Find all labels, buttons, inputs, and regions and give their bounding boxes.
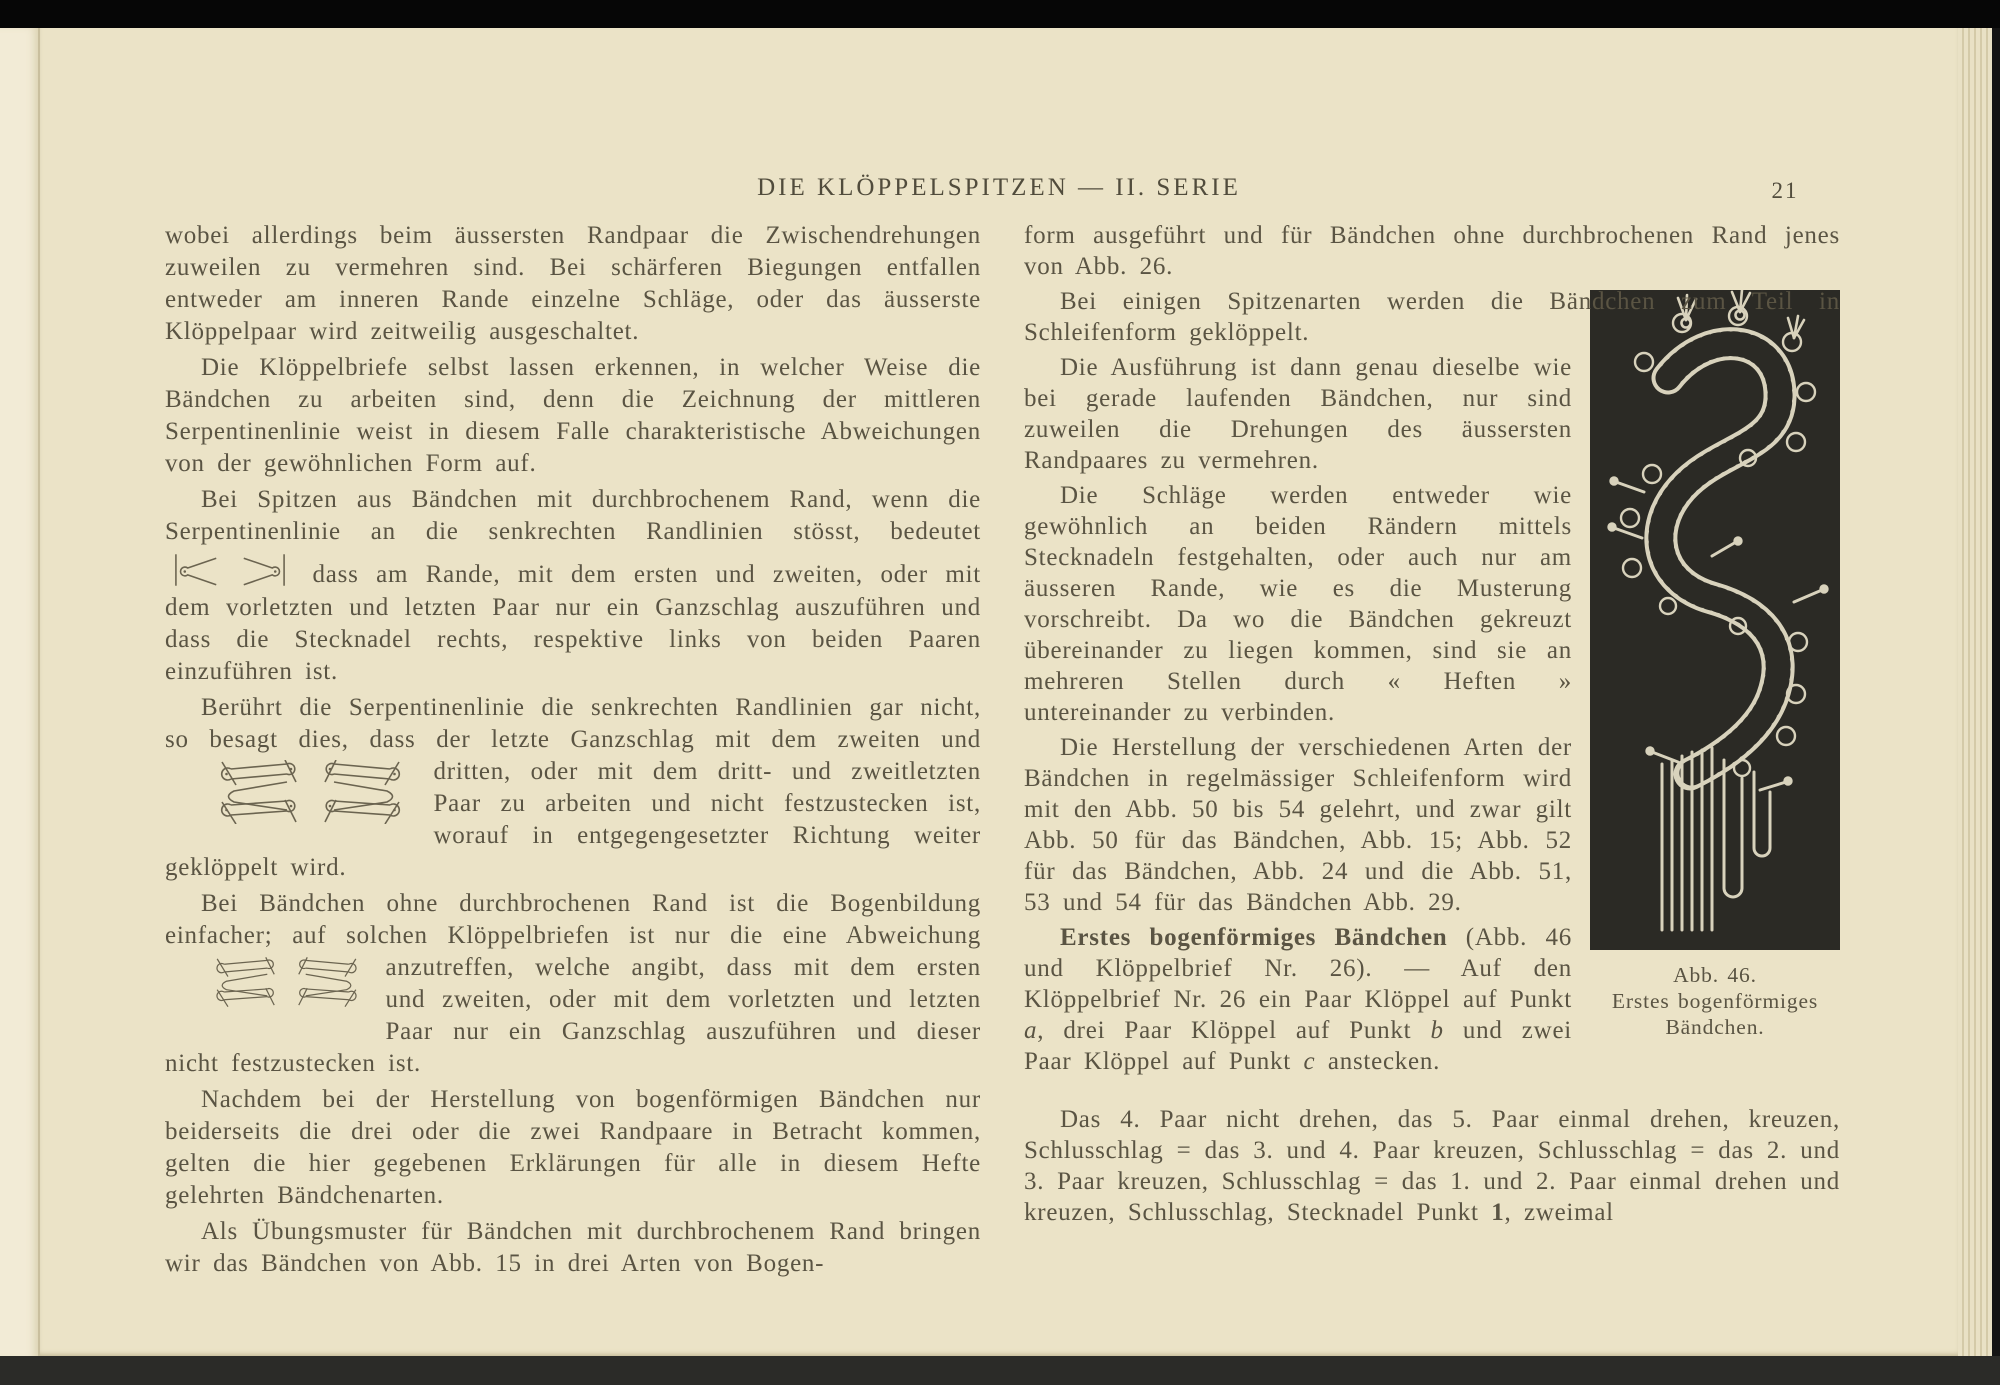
paragraph-text: Bei Bändchen ohne durchbrochenen Rand ist die Bogenbildung einfacher; auf solchen Klöppelbriefen ist nur die eine Abweichung [165, 890, 981, 949]
paragraph-text: form ausgeführt und für Bändchen ohne durchbrochenen Rand jenes von Abb. 26. [1024, 222, 1840, 280]
paragraph-text: Das 4. Paar nicht drehen, das 5. Paar einmal drehen, kreuzen, Schlusschlag = das 3. und 4. Paar kreuzen, Schlusschlag = das 2. und 3. Paar kreuzen, Schlusschlag = das 1. und 2. Paar einmal drehen und kreuzen, Schlusschlag, Stecknadel Punkt [1024, 1106, 1840, 1226]
figure-abb-46 [1590, 290, 1840, 1040]
running-header: DIE KLÖPPELSPITZEN — II. SERIE [757, 174, 1241, 201]
bobbin-crossing-diagram-large-icon [165, 760, 420, 833]
bobbin-lace-serpentine-photo [1590, 290, 1840, 950]
bobbin-crossing-diagram-small-icon [165, 956, 372, 1017]
scan-border-right [1992, 28, 2000, 1356]
paragraph-text: Die Herstellung der verschiedenen Arten der Bändchen in regelmässiger Schleifenform wird mit den Abb. 50 bis 54 gelehrt, und zwar gilt Abb. 50 für das Bändchen, Abb. 15; Abb. 52 für das Bändchen, Abb. 24 und die Abb. 51, 53 und 54 für das Bändchen Abb. 29. [1024, 734, 1572, 916]
paragraph-text: 1 [1491, 1199, 1505, 1226]
text-column-left [165, 220, 981, 1284]
page-edge-stack-left [0, 28, 40, 1358]
bobbin-edge-ganzschlag-symbol-icon [171, 548, 289, 592]
scan-border-top [0, 0, 2000, 28]
paragraph-text: und dritten, oder mit dem dritt- und zweitletzten Paar zu arbeiten und nicht festzustecken ist, worauf in entgegengesetzter Richtung weiter geklöppelt wird. [165, 726, 982, 881]
paragraph-text: Bei einigen Spitzenarten werden die Bändchen zum Teil in Schleifenform geklöppelt. [1024, 288, 1840, 346]
paragraph-text: b [1430, 1017, 1444, 1044]
paragraph [165, 692, 981, 884]
paragraph-text: c [1303, 1048, 1316, 1075]
paragraph-text: wobei allerdings beim äussersten Randpaar die Zwischendrehungen zuweilen zu vermehren sind. Bei schärferen Biegungen entfallen entweder am inneren Rande einzelne Schläge, oder das äusserste Klöppelpaar wird zeitweilig ausgeschaltet. [165, 222, 981, 345]
paragraph-text: Nachdem bei der Herstellung von bogenförmigen Bändchen nur beiderseits die drei oder die zwei Randpaare in Betracht kommen, gelten die hier gegebenen Erklärungen für alle in diesem Hefte gelehrten Bändchenarten. [165, 1086, 981, 1209]
paragraph [165, 352, 981, 480]
paragraph-text: anstecken. [1315, 1048, 1441, 1075]
paragraph [1024, 1104, 1840, 1228]
scan-border-bottom [0, 1356, 2000, 1385]
page-edge-stack-right [1958, 28, 1992, 1356]
book-page [40, 28, 1958, 1356]
paragraph [1024, 220, 1840, 282]
text-column-right [1024, 220, 1840, 1232]
paragraph-text: Die Klöppelbriefe selbst lassen erkennen, in welcher Weise die Bändchen zu arbeiten sind, denn die Zeichnung der mittleren Serpentinenlinie weist in diesem Falle charakteristische Abweichungen von der gewöhnlichen Form auf. [165, 354, 981, 477]
paragraph-text: Die Ausführung ist dann genau dieselbe wie bei gerade laufenden Bändchen, nur sind zuweilen die Drehungen des äussersten Randpaares zu vermehren. [1024, 354, 1572, 474]
paragraph-text: (Abb. 46 und Klöppelbrief Nr. 26). — Auf den Klöppelbrief Nr. 26 ein Paar Klöppel auf Punkt [1024, 924, 1572, 1013]
paragraph-text: Erstes bogenförmiges Bändchen [1060, 924, 1448, 951]
paragraph [165, 484, 981, 688]
paragraph-text: Als Übungsmuster für Bändchen mit durchbrochenem Rand bringen wir das Bändchen von Abb. 15 in drei Arten von Bogen- [165, 1218, 981, 1277]
paragraph [165, 220, 981, 348]
paragraph-text: Bei Spitzen aus Bändchen mit durchbrochenem Rand, wenn die Serpentinenlinie an die senkrechten Randlinien stösst, bedeutet [165, 486, 981, 545]
paragraph-text: , drei Paar Klöppel auf Punkt [1037, 1017, 1431, 1044]
paragraph-text: Die Schläge werden entweder wie gewöhnlich an beiden Rändern mittels Stecknadeln festgehalten, oder auch nur am äusseren Rande, wie es die Musterung vorschreibt. Da wo die Bändchen gekreuzt übereinander zu liegen kommen, sind sie an mehreren Stellen durch « Heften » untereinander zu verbinden. [1024, 482, 1572, 726]
figure-caption-title2: Bändchen. [1665, 1015, 1765, 1039]
paragraph [165, 1216, 981, 1280]
paragraph-text: Berührt die Serpentinenlinie die senkrechten Randlinien gar nicht, so besagt dies, dass der letzte Ganzschlag mit dem zweiten [165, 694, 981, 753]
paragraph-text: , zweimal [1504, 1199, 1614, 1226]
page-number: 21 [1771, 178, 1799, 203]
figure-caption [1590, 962, 1840, 1040]
figure-caption-number: Abb. 46. [1673, 963, 1757, 987]
paragraph-text: dass am Rande, mit dem ersten und zweiten, oder mit dem vorletzten und letzten Paar nur ein Ganzschlag auszuführen und dass die Stecknadel rechts, respektive links von beiden Paaren einzuführen ist. [165, 561, 981, 685]
figure-caption-title: Erstes bogenförmiges [1611, 989, 1819, 1013]
paragraph [165, 888, 981, 1080]
paragraph [165, 1084, 981, 1212]
paragraph-text: anzutreffen, welche angibt, dass mit dem ersten und zweiten, oder mit dem vorletzten und letzten Paar nur ein Ganzschlag auszuführen und dieser nicht festzustecken ist. [165, 954, 981, 1077]
paragraph-text: und zwei Paar Klöppel auf Punkt [1024, 1017, 1572, 1075]
paragraph-text: a [1024, 1017, 1038, 1044]
